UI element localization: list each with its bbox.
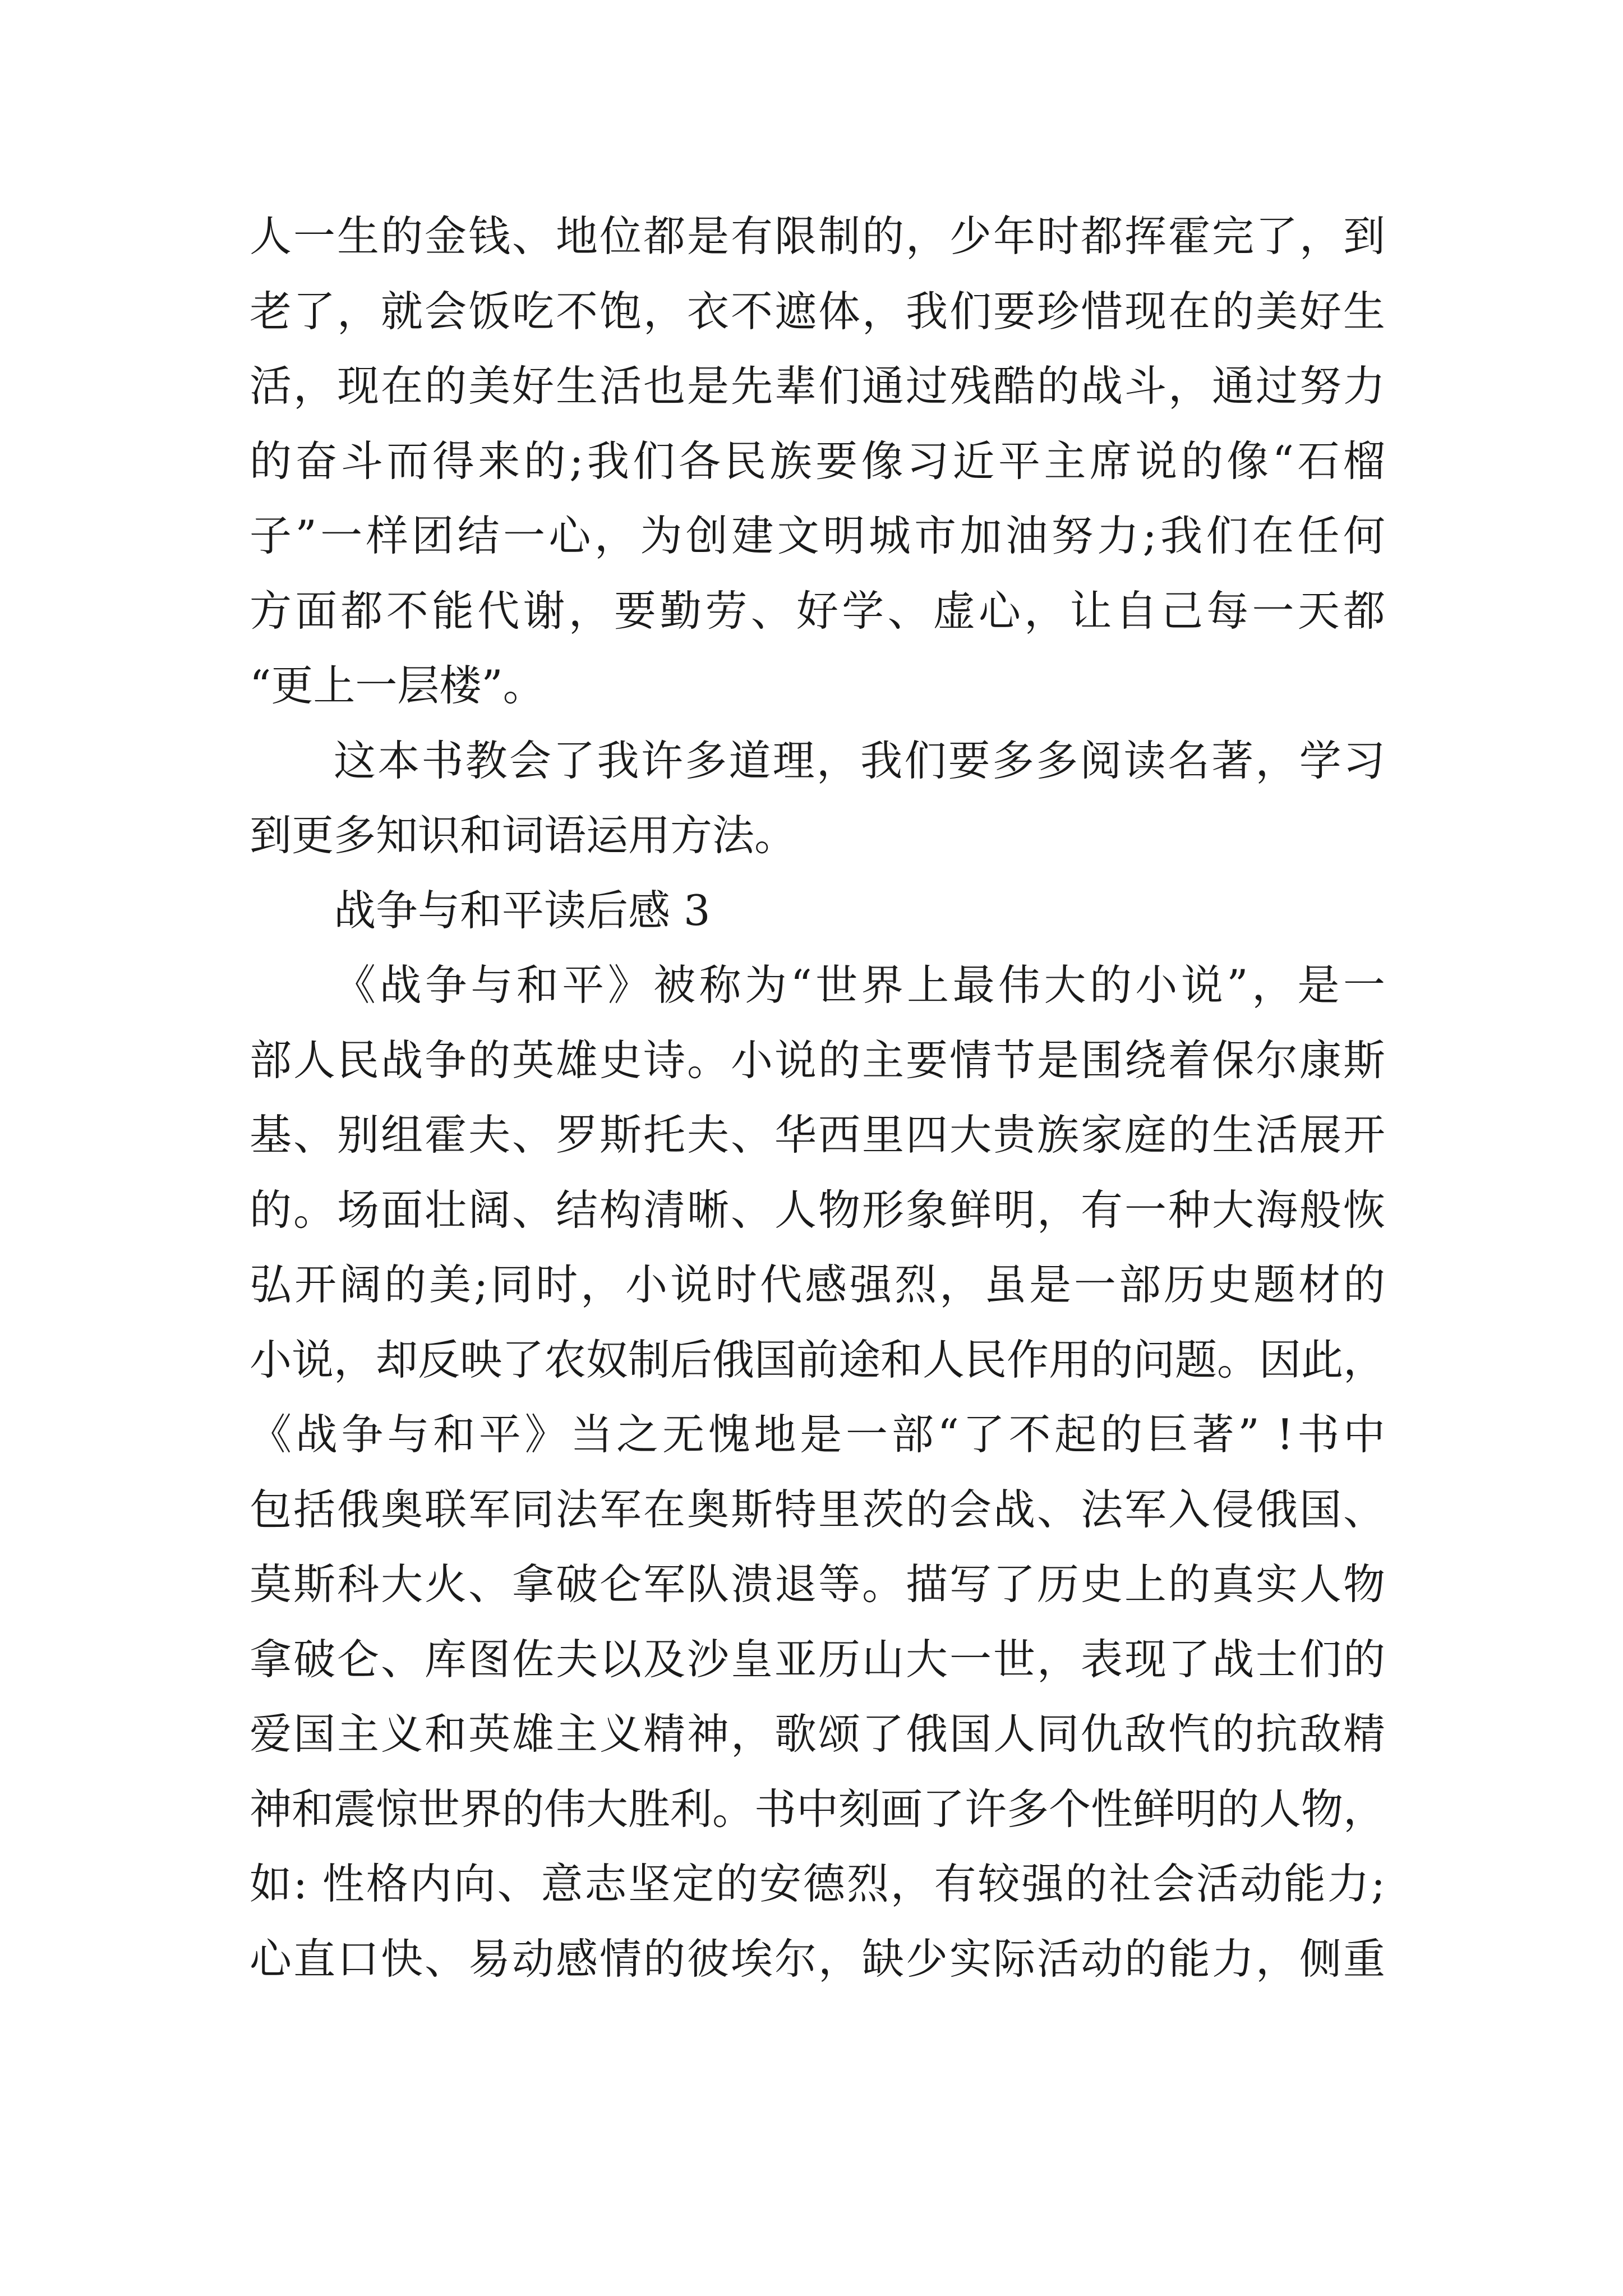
text-line: 神和震惊世界的伟大胜利。书中刻画了许多个性鲜明的人物， — [250, 1784, 1386, 1834]
text-line: 到更多知识和词语运用方法。 — [250, 811, 797, 860]
text-line: 活，现在的美好生活也是先辈们通过残酷的战斗，通过努力 — [250, 361, 1385, 411]
text-line: 莫斯科大火、拿破仑军队溃退等。描写了历史上的真实人物 — [250, 1559, 1385, 1609]
text-line: 《战争与和平》当之无愧地是一部“了不起的巨著” !书中 — [250, 1410, 1385, 1459]
text-line: 方面都不能代谢，要勤劳、好学、虚心，让自己每一天都 — [250, 586, 1385, 636]
text-line: 的。场面壮阔、结构清晰、人物形象鲜明，有一种大海般恢 — [250, 1185, 1385, 1235]
body-text — [250, 199, 1385, 1996]
text-line: 包括俄奥联军同法军在奥斯特里茨的会战、法军入侵俄国、 — [250, 1484, 1385, 1534]
text-line: 子”一样团结一心，为创建文明城市加油努力;我们在任何 — [250, 511, 1385, 560]
text-line: 部人民战争的英雄史诗。小说的主要情节是围绕着保尔康斯 — [250, 1035, 1385, 1085]
section-heading: 战争与和平读后感 3 — [334, 885, 711, 935]
text-line: 基、别组霍夫、罗斯托夫、华西里四大贵族家庭的生活展开 — [250, 1110, 1385, 1159]
text-line: “更上一层楼”。 — [250, 661, 545, 710]
text-line: 爱国主义和英雄主义精神，歌颂了俄国人同仇敌忾的抗敌精 — [250, 1709, 1385, 1759]
text-line: 小说，却反映了农奴制后俄国前途和人民作用的问题。因此， — [250, 1335, 1386, 1384]
text-line: 人一生的金钱、地位都是有限制的，少年时都挥霍完了，到 — [250, 211, 1385, 261]
text-line: 心直口快、易动感情的彼埃尔，缺少实际活动的能力，侧重 — [250, 1934, 1385, 1984]
text-line: 老了，就会饭吃不饱，衣不遮体，我们要珍惜现在的美好生 — [250, 286, 1385, 336]
text-line: 拿破仑、库图佐夫以及沙皇亚历山大一世，表现了战士们的 — [250, 1634, 1385, 1684]
text-line: 如: 性格内向、意志坚定的安德烈，有较强的社会活动能力; — [250, 1859, 1385, 1908]
text-line: 的奋斗而得来的;我们各民族要像习近平主席说的像“石榴 — [250, 436, 1385, 486]
text-line: 弘开阔的美;同时，小说时代感强烈，虽是一部历史题材的 — [250, 1260, 1385, 1309]
paragraph-start-line: 《战争与和平》被称为“世界上最伟大的小说”，是一 — [334, 960, 1385, 1010]
paragraph-start-line: 这本书教会了我许多道理，我们要多多阅读名著，学习 — [334, 735, 1385, 785]
